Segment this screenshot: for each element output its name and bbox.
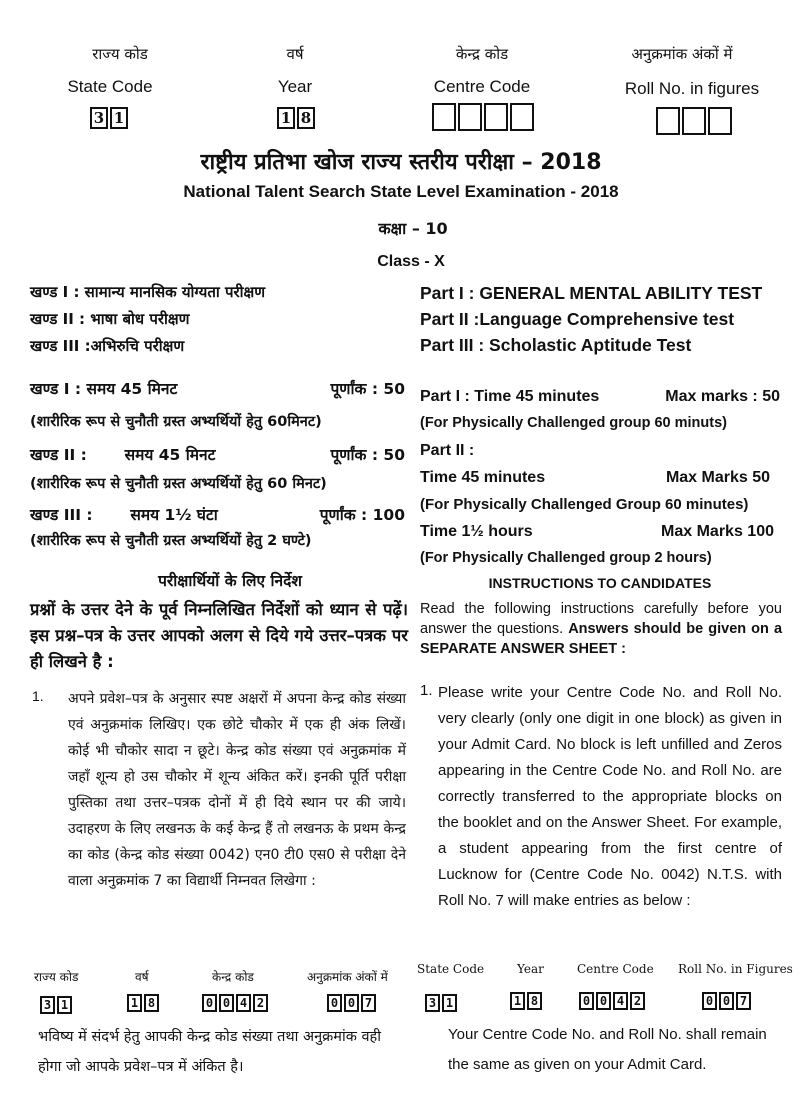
digit-box[interactable]: 1 [110, 107, 128, 129]
digit-box[interactable] [510, 103, 534, 131]
part-en: Part II :Language Comprehensive test [420, 309, 735, 329]
digit-box[interactable]: 3 [90, 107, 108, 129]
example-roll-boxes [327, 994, 378, 1012]
timing-marks: पूर्णांक : 50 [330, 380, 405, 398]
digit-box[interactable] [432, 103, 456, 131]
instructions-heading-hi: परीक्षार्थियों के लिए निर्देश [158, 572, 302, 590]
class-hi: कक्षा – 10 [378, 219, 448, 238]
example-roll-boxes [702, 992, 753, 1010]
example-label-hi: केन्द्र कोड [212, 970, 254, 984]
part-hi: खण्ड III :अभिरुचि परीक्षण [30, 337, 185, 355]
part-en: Part III : Scholastic Aptitude Test [420, 335, 692, 355]
digit-box[interactable] [708, 107, 732, 135]
example-digit-box: 8 [144, 994, 159, 1012]
timing-marks: Max marks : 50 [665, 388, 780, 405]
timing-text: (शारीरिक रूप से चुनौती ग्रस्त अभ्यर्थियों हेतु 60मिनट) [30, 414, 322, 430]
example-digit-box: 7 [736, 992, 751, 1010]
example-label-hi: अनुक्रमांक अंकों में [307, 970, 388, 984]
timing-marks: Max Marks 100 [661, 523, 774, 540]
part-hi: खण्ड I : सामान्य मानसिक योग्यता परीक्षण [30, 283, 266, 301]
timing-row [30, 503, 405, 530]
intro-en-bold: Answers should be given on a SEPARATE ANSWER SHEET : [420, 621, 783, 657]
part-hi: खण्ड II : भाषा बोध परीक्षण [30, 310, 190, 328]
timing-text: Part I : Time 45 minutes [420, 388, 600, 405]
timing-text: खण्ड I : समय 45 मिनट [30, 380, 178, 398]
digit-box[interactable] [484, 103, 508, 131]
parts-en [420, 283, 790, 361]
timing-row [30, 473, 405, 503]
timing-text: Time 1½ hours [420, 523, 533, 540]
example-digit-box: 4 [613, 992, 628, 1010]
intro-en [420, 599, 782, 659]
digit-box[interactable] [682, 107, 706, 135]
year-label-hi: वर्ष [286, 45, 304, 63]
year-label-en: Year [277, 77, 313, 96]
timing-text: (For Physically Challenged Group 60 minutes) [420, 496, 749, 513]
example-digit-box: 1 [57, 996, 72, 1014]
timing-text: Part II : [420, 442, 475, 459]
example-digit-box: 0 [596, 992, 611, 1010]
example-digit-box: 0 [702, 992, 717, 1010]
timing-row [30, 377, 405, 411]
timing-text: (For Physically Challenged group 60 minuts) [420, 415, 727, 431]
example-digit-box: 1 [442, 994, 457, 1012]
example-digit-box: 1 [510, 992, 525, 1010]
item-number: 1. [420, 682, 433, 699]
instructions-heading-en: INSTRUCTIONS TO CANDIDATES [488, 575, 712, 591]
example-digit-box: 0 [327, 994, 342, 1012]
example-label-en: Centre Code [577, 962, 654, 976]
centre-code-boxes [432, 103, 536, 131]
timing-text: खण्ड II : समय 45 मिनट [30, 446, 216, 464]
example-state-boxes [40, 996, 74, 1014]
example-digit-box: 0 [219, 994, 234, 1012]
example-digit-box: 0 [344, 994, 359, 1012]
example-label-en: Roll No. in Figures [678, 962, 793, 976]
example-digit-box: 7 [361, 994, 376, 1012]
exam-title-hi: राष्ट्रीय प्रतिभा खोज राज्य स्तरीय परीक्षा – 2018 [200, 150, 602, 175]
example-label-hi: राज्य कोड [34, 970, 79, 984]
state-code-label-en: State Code [67, 77, 153, 96]
roll-label-hi: अनुक्रमांक अंकों में [631, 45, 733, 63]
digit-box[interactable]: 1 [277, 107, 295, 129]
timing-row [420, 388, 780, 415]
state-code-label-hi: राज्य कोड [92, 45, 148, 63]
timing-marks: Max Marks 50 [665, 469, 770, 486]
timing-marks: पूर्णांक : 50 [330, 446, 405, 464]
timing-hi [30, 377, 405, 557]
timing-row [420, 415, 780, 442]
item-number: 1. [32, 688, 44, 704]
example-digit-box: 8 [527, 992, 542, 1010]
example-year-boxes [127, 994, 161, 1012]
timing-row [420, 523, 780, 550]
intro-en-text: Read the following instructions carefully before you answer the questions. [420, 601, 782, 637]
example-state-boxes [425, 994, 459, 1012]
item1-en: Please write your Centre Code No. and Roll No. very clearly (only one digit in one block) as given in your Admit Card. No block is left unfilled and Zeros appearing in the Centre Code No. and Roll No. are correctly transferred to the appropriate blocks on the booklet and on the Answer Sheet. For example, a student appearing from the first centre of Lucknow for (Centre Code No. 0042) N.T.S. with Roll No. 7 will make entries as below : [438, 684, 782, 909]
example-digit-box: 2 [253, 994, 268, 1012]
digit-box[interactable]: 8 [297, 107, 315, 129]
example-centre-boxes [579, 992, 647, 1010]
example-digit-box: 3 [425, 994, 440, 1012]
timing-row [420, 442, 780, 469]
digit-box[interactable] [656, 107, 680, 135]
example-centre-boxes [202, 994, 270, 1012]
item1-hi: अपने प्रवेश–पत्र के अनुसार स्पष्ट अक्षरों में अपना केन्द्र कोड संख्या एवं अनुक्रमांक लिखिए। एक छोटे चौकोर में एक ही अंक लिखें। कोई भी चौकोर सादा न छूटे। केन्द्र कोड संख्या एवं अनुक्रमांक में जहाँ शून्य हो उस चौकोर में शून्य अंकित करें। इनकी पूर्ति परीक्षा पुस्तिका तथा उत्तर–पत्रक दोनों में ही दिये स्थान पर की जाये। उदाहरण के लिए लखनऊ के कई केन्द्र हैं तो लखनऊ के प्रथम केन्द्र का कोड (केन्द्र कोड संख्या 0042) एन0 टी0 एस0 से परीक्षा देने वाला अनुक्रमांक 7 का विद्यार्थी निम्नवत लिखेगा : [68, 691, 406, 889]
example-label-en: Year [517, 962, 544, 976]
example-digit-box: 2 [630, 992, 645, 1010]
timing-row [30, 530, 405, 557]
timing-text: (शारीरिक रूप से चुनौती ग्रस्त अभ्यर्थियों हेतु 60 मिनट) [30, 476, 327, 492]
state-code-boxes [90, 107, 130, 129]
timing-marks: पूर्णांक : 100 [319, 506, 405, 524]
timing-text: खण्ड III : समय 1½ घंटा [30, 506, 218, 524]
exam-title-en: National Talent Search State Level Examination - 2018 [183, 182, 619, 201]
example-digit-box: 1 [127, 994, 142, 1012]
footer-note-en: Your Centre Code No. and Roll No. shall remain the same as given on your Admit Card. [448, 1026, 767, 1073]
timing-text: (शारीरिक रूप से चुनौती ग्रस्त अभ्यर्थियों हेतु 2 घण्टे) [30, 533, 312, 549]
timing-row [420, 550, 780, 577]
footer-note-hi: भविष्य में संदर्भ हेतु आपकी केन्द्र कोड संख्या तथा अनुक्रमांक वही होगा जो आपके प्रवेश–पत्र में अंकित है। [38, 1029, 381, 1075]
example-label-en: State Code [417, 962, 485, 976]
part-en: Part I : GENERAL MENTAL ABILITY TEST [420, 283, 763, 303]
example-digit-box: 0 [719, 992, 734, 1010]
example-digit-box: 0 [202, 994, 217, 1012]
example-label-hi: वर्ष [135, 970, 149, 984]
example-year-boxes [510, 992, 544, 1010]
timing-row [30, 411, 405, 443]
timing-text: Time 45 minutes [420, 469, 546, 486]
timing-row [30, 443, 405, 473]
parts-hi [30, 282, 400, 363]
roll-label-en: Roll No. in figures [624, 79, 760, 98]
class-en: Class - X [377, 253, 445, 270]
digit-box[interactable] [458, 103, 482, 131]
example-digit-box: 3 [40, 996, 55, 1014]
centre-code-label-hi: केन्द्र कोड [455, 45, 509, 63]
timing-text: (For Physically Challenged group 2 hours) [420, 550, 712, 566]
roll-boxes [656, 107, 734, 135]
example-digit-box: 0 [579, 992, 594, 1010]
centre-code-label-en: Centre Code [433, 77, 531, 96]
timing-row [420, 496, 780, 523]
timing-en [420, 388, 780, 577]
year-boxes [277, 107, 317, 129]
intro-hi: प्रश्नों के उत्तर देने के पूर्व निम्नलिखित निर्देशों को ध्यान से पढ़ें। इस प्रश्न–पत्र के उत्तर आपको अलग से दिये गये उत्तर–पत्रक पर ही लिखने है : [30, 600, 408, 671]
example-digit-box: 4 [236, 994, 251, 1012]
timing-row [420, 469, 780, 496]
